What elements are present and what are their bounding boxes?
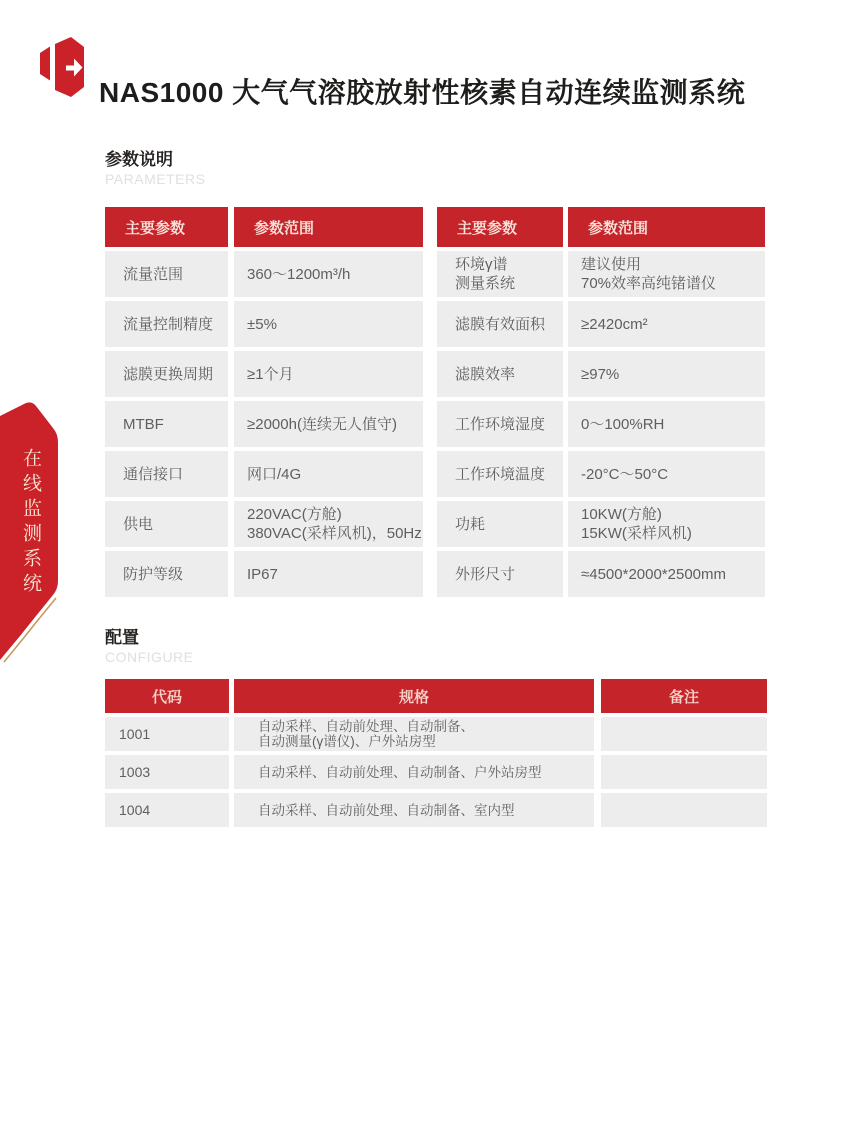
table-row [105, 251, 423, 297]
header-cell: 参数范围 [234, 207, 423, 247]
table-row [437, 351, 765, 397]
param-label-cell: MTBF [105, 401, 228, 447]
table-header-row [105, 679, 767, 713]
param-label-cell: 供电 [105, 501, 228, 547]
spec-cell: 自动采样、自动前处理、自动制备、室内型 [234, 793, 594, 827]
code-cell: 1003 [105, 755, 229, 789]
param-label-cell: 环境γ谱 测量系统 [437, 251, 563, 297]
param-value-cell: ≈4500*2000*2500mm [568, 551, 765, 597]
param-label-cell: 功耗 [437, 501, 563, 547]
table-row [437, 301, 765, 347]
header-cell: 主要参数 [105, 207, 228, 247]
param-label-cell: 滤膜效率 [437, 351, 563, 397]
param-value-cell: 220VAC(方舱) 380VAC(采样风机)，50Hz [234, 501, 423, 547]
config-table [105, 679, 767, 827]
header-cell: 备注 [601, 679, 767, 713]
table-header-row [105, 207, 423, 247]
table-row [105, 793, 767, 827]
param-label-cell: 防护等级 [105, 551, 228, 597]
param-label-cell: 滤膜更换周期 [105, 351, 228, 397]
sidebar-tab-label: 在线监测系统 [20, 448, 41, 598]
table-row [105, 755, 767, 789]
param-value-cell: ≥2000h(连续无人值守) [234, 401, 423, 447]
parameters-section-heading [105, 149, 205, 187]
parameters-section-subtitle: PARAMETERS [105, 171, 206, 187]
table-row [105, 451, 423, 497]
param-value-cell: ≥2420cm² [568, 301, 765, 347]
brand-logo-icon [40, 36, 84, 98]
param-value-cell: 0～100%RH [568, 401, 765, 447]
table-row [105, 717, 767, 751]
header-cell: 规格 [234, 679, 594, 713]
table-row [105, 401, 423, 447]
param-value-cell: 建议使用 70%效率高纯锗谱仪 [568, 251, 765, 297]
sidebar-tab [0, 401, 60, 665]
configure-section-subtitle: CONFIGURE [105, 649, 194, 665]
param-label-cell: 滤膜有效面积 [437, 301, 563, 347]
page-title: NAS1000 大气气溶胶放射性核素自动连续监测系统 [99, 77, 746, 108]
params-table-left [105, 207, 423, 597]
param-value-cell: 10KW(方舱) 15KW(采样风机) [568, 501, 765, 547]
param-label-cell: 流量控制精度 [105, 301, 228, 347]
spec-cell: 自动采样、自动前处理、自动制备、 自动测量(γ谱仪)、户外站房型 [234, 717, 594, 751]
configure-section-title: 配置 [105, 628, 139, 647]
param-label-cell: 外形尺寸 [437, 551, 563, 597]
note-cell [601, 755, 767, 789]
param-label-cell: 工作环境湿度 [437, 401, 563, 447]
code-cell: 1001 [105, 717, 229, 751]
parameters-section-title: 参数说明 [105, 150, 173, 169]
table-header-row [437, 207, 765, 247]
note-cell [601, 717, 767, 751]
param-value-cell: ≥1个月 [234, 351, 423, 397]
param-value-cell: -20°C～50°C [568, 451, 765, 497]
header-cell: 代码 [105, 679, 229, 713]
param-value-cell: 网口/4G [234, 451, 423, 497]
param-value-cell: ±5% [234, 301, 423, 347]
table-row [105, 301, 423, 347]
note-cell [601, 793, 767, 827]
table-row [105, 351, 423, 397]
param-value-cell: 360～1200m³/h [234, 251, 423, 297]
header-cell: 主要参数 [437, 207, 563, 247]
params-table-right [437, 207, 765, 597]
spec-cell: 自动采样、自动前处理、自动制备、户外站房型 [234, 755, 594, 789]
header-cell: 参数范围 [568, 207, 765, 247]
param-label-cell: 流量范围 [105, 251, 228, 297]
param-value-cell: ≥97% [568, 351, 765, 397]
table-row [105, 501, 423, 547]
param-label-cell: 工作环境温度 [437, 451, 563, 497]
param-value-cell: IP67 [234, 551, 423, 597]
table-row [437, 401, 765, 447]
table-row [437, 451, 765, 497]
table-row [437, 551, 765, 597]
table-row [437, 501, 765, 547]
param-label-cell: 通信接口 [105, 451, 228, 497]
table-row [437, 251, 765, 297]
table-row [105, 551, 423, 597]
code-cell: 1004 [105, 793, 229, 827]
configure-section-heading [105, 627, 194, 665]
